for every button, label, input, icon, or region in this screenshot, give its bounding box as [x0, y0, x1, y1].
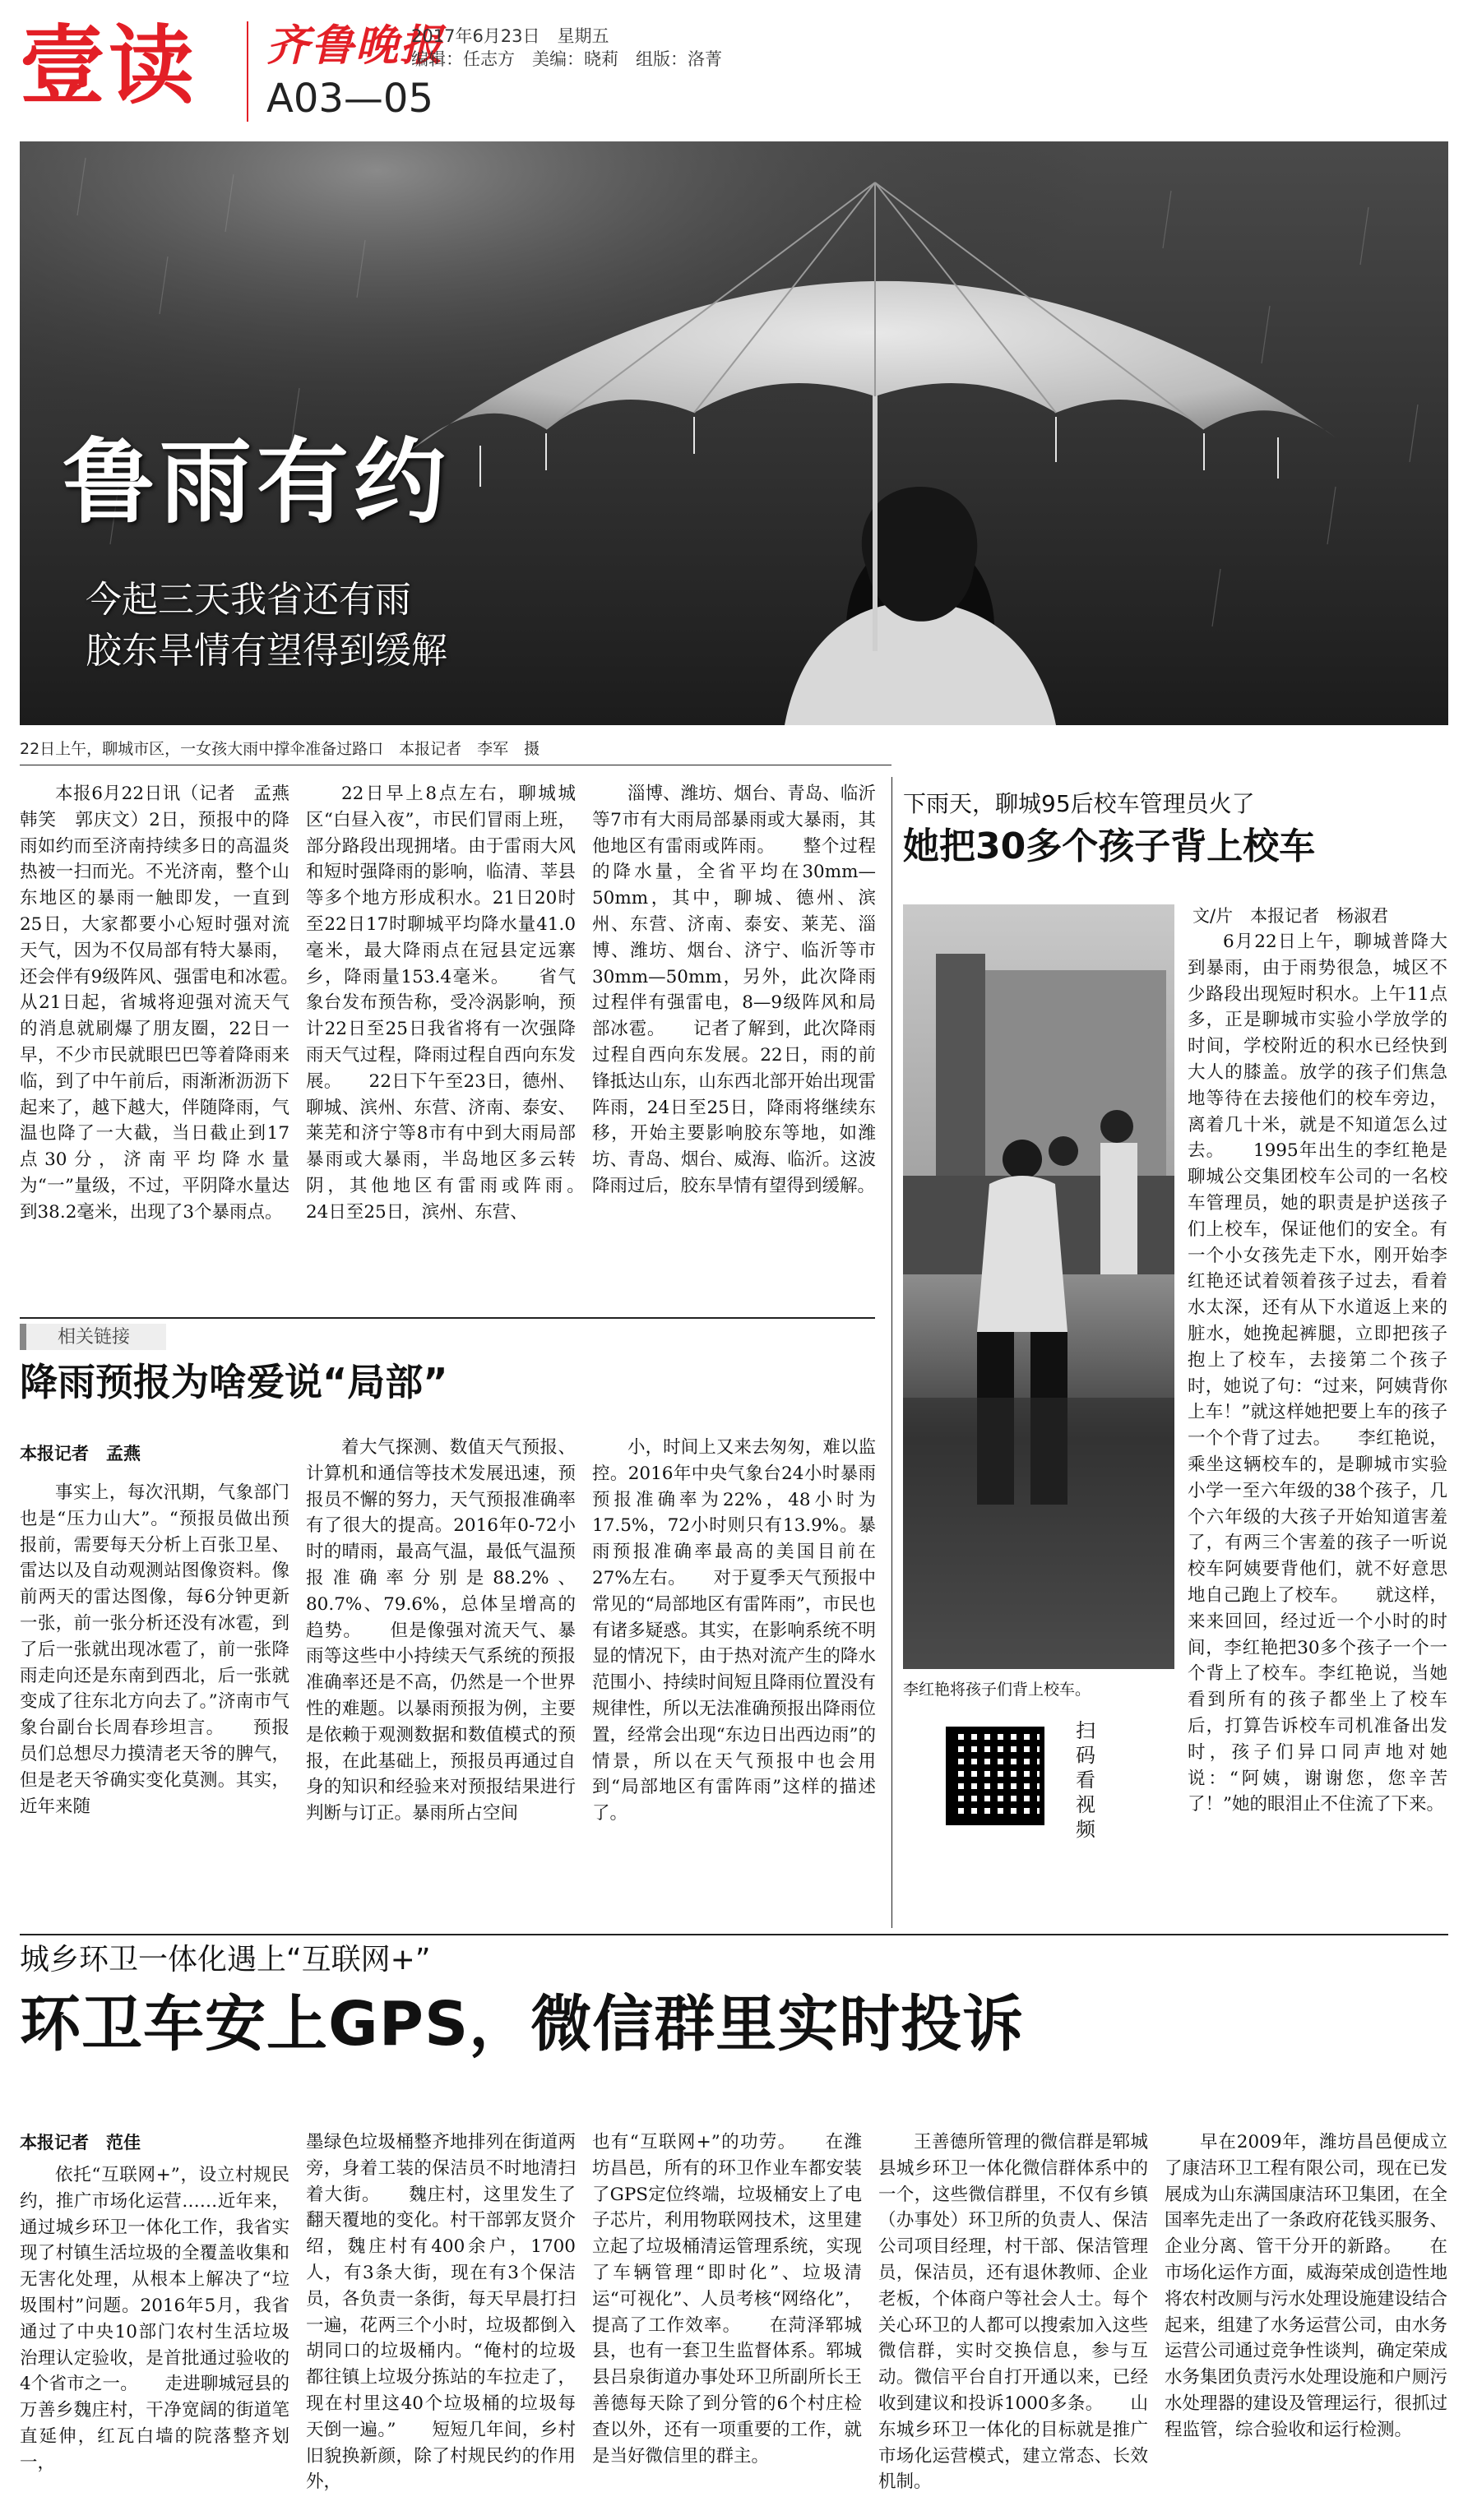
hero-subtitle-1: 今起三天我省还有雨: [86, 579, 411, 621]
related-col3: 小，时间上又来去匆匆，难以监控。2016年中央气象台24小时暴雨预报准确率为22%，48小时为17.5%，72小时则只有13.9%。暴雨预报准确率最高的美国目前在27%左右。 对于夏季天气预报中常见的“局部地区有雷阵雨”，市民也有诸多疑惑。其实，在影响系统不明显的情况下，由于热对流产生的降水范围小、持续时间短且降雨位置没有规律性，所以无法准确预报出降雨位置，经常会出现“东边日出西边雨”的情景，所以在天气预报中也会用到“局部地区有雷阵雨”这样的描述了。: [592, 1437, 876, 1824]
sanitation-byline: 本报记者 范佳: [20, 2133, 141, 2152]
sanitation-title: 环卫车安上GPS，微信群里实时投诉: [20, 1989, 1025, 2060]
hero-caption: 22日上午，聊城市区，一女孩大雨中撑伞准备过路口 本报记者 李军 摄: [20, 740, 540, 758]
bus-photo: [903, 904, 1174, 1669]
bus-column-divider: [891, 777, 892, 1928]
related-tag: 相关链接: [58, 1327, 131, 1348]
hero-subtitle-2: 胶东旱情有望得到缓解: [86, 630, 447, 672]
related-top-rule: [20, 1317, 875, 1319]
sanitation-kicker: 城乡环卫一体化遇上“互联网+”: [20, 1943, 431, 1977]
bus-byline: 文/片 本报记者 杨淑君: [1192, 906, 1389, 926]
bus-kicker: 下雨天，聊城95后校车管理员火了: [903, 790, 1255, 817]
bus-photo-caption: 李红艳将孩子们背上校车。: [903, 1681, 1091, 1699]
bus-title: 她把30多个孩子背上校车: [903, 825, 1316, 867]
main-story-col3: 淄博、潍坊、烟台、青岛、临沂等7市有大雨局部暴雨或大暴雨，其他地区有雷雨或阵雨。 整个过程的降水量，全省平均在30mm—50mm，其中，聊城、德州、滨州、东营、济南、泰安、莱芜、淄博、潍坊、烟台、济宁、临沂等市30mm—50mm，另外，此次降雨过程伴有强雷电，8—9级阵风和局部冰雹。 记者了解到，此次降雨过程自西向东发展。22日，雨的前锋抵达山东，山东西北部开始出现雷阵雨，24日至25日，降雨将继续东移，开始主要影响胶东等地，如潍坊、青岛、烟台、威海、临沂。这波降雨过后，胶东旱情有望得到缓解。: [592, 784, 876, 1196]
related-col2: 着大气探测、数值天气预报、计算机和通信等技术发展迅速，预报员不懈的努力，天气预报准确率有了很大的提高。2016年0-72小时的晴雨，最高气温，最低气温预报准确率分别是88.2%、80.7%、79.6%，总体呈增高的趋势。 但是像强对流天气、暴雨等这些中小持续天气系统的预报准确率还是不高，仍然是一个世界性的难题。以暴雨预报为例，主要是依赖于观测数据和数值模式的预报，在此基础上，预报员再通过自身的知识和经验来对预报结果进行判断与订正。暴雨所占空间: [306, 1437, 576, 1824]
sanitation-col4: 王善德所管理的微信群是郓城县城乡环卫一体化微信群体系中的一个，这些微信群里，不仅有乡镇（办事处）环卫所的负责人、保洁公司项目经理，村干部、保洁管理员，保洁员，还有退休教师、企业老板，个体商户等社会人士。每个关心环卫的人都可以搜索加入这些微信群，实时交换信息，参与互动。微信平台自打开通以来，已经收到建议和投诉1000多条。 山东城乡环卫一体化的目标就是推广市场化运营模式，建立常态、长效机制。: [878, 2132, 1148, 2493]
sanitation-col2: 墨绿色垃圾桶整齐地排列在街道两旁，身着工装的保洁员不时地清扫着大街。 魏庄村，这里发生了翻天覆地的变化。村干部郭友贤介绍，魏庄村有400余户，1700人，有3条大街，现在有3个保洁员，各负责一条街，每天早晨打扫一遍，花两三个小时，垃圾都倒入胡同口的垃圾桶内。“俺村的垃圾都往镇上垃圾分拣站的车拉走了，现在村里这40个垃圾桶的垃圾每天倒一遍。” 短短几年间，乡村旧貌换新颜，除了村规民约的作用外，: [306, 2132, 576, 2493]
page-number: A03—05: [266, 76, 433, 122]
main-story-col2: 22日早上8点左右，聊城城区“白昼入夜”，市民们冒雨上班，部分路段出现拥堵。由于雷雨大风和短时强降雨的影响，临清、莘县等多个地方形成积水。21日20时至22日17时聊城平均降水量41.0毫米，最大降雨点在冠县定远寨乡，降雨量153.4毫米。 省气象台发布预告称，受冷涡影响，预计22日至25日我省将有一次强降雨天气过程，降雨过程自西向东发展。 22日下午至23日，德州、聊城、滨州、东营、济南、泰安、莱芜和济宁等8市有中到大雨局部暴雨或大暴雨，半岛地区多云转阴，其他地区有雷雨或阵雨。 24日至25日，滨州、东营、: [306, 784, 576, 1223]
masthead-divider: [247, 21, 248, 122]
bus-body: 6月22日上午，聊城普降大到暴雨，由于雨势很急，城区不少路段出现短时积水。上午11点多，正是聊城市实验小学放学的时间，学校附近的积水已经快到大人的膝盖。放学的孩子们焦急地等待在去接他们的校车旁边，离着几十米，就是不知道怎么过去。 1995年出生的李红艳是聊城公交集团校车公司的一名校车管理员，她的职责是护送孩子们上校车，保证他们的安全。有一个小女孩先走下水，刚开始李红艳还试着领着孩子过去，看着水太深，还有从下水道返上来的脏水，她挽起裤腿，立即把孩子抱上了校车，去接第二个孩子时，她说了句：“过来，阿姨背你上车！”就这样她把要上车的孩子一个个背了过去。 李红艳说，乘坐这辆校车的，是聊城市实验小学一至六年级的38个孩子，几个六年级的大孩子开始知道害羞了，有两三个害羞的孩子一听说校车阿姨要背他们，就不好意思地自己跑上了校车。 就这样，来来回回，经过近一个小时的时间，李红艳把30多个孩子一个一个背上了校车。李红艳说，当她看到所有的孩子都坐上了校车后，打算告诉校车司机准备出发时，孩子们异口同声地对她说：“阿姨，谢谢您，您辛苦了！”她的眼泪止不住流了下来。: [1188, 932, 1447, 1815]
qr-code[interactable]: [946, 1727, 1044, 1825]
sanitation-col3: 也有“互联网+”的功劳。 在潍坊昌邑，所有的环卫作业车都安装了GPS定位终端，垃圾桶安上了电子芯片，利用物联网技术，这里建立起了垃圾桶清运管理系统，实现了车辆管理“即时化”、垃圾清运“可视化”、人员考核“网络化”，提高了工作效率。 在菏泽郓城县，也有一套卫生监督体系。郓城县吕泉街道办事处环卫所副所长王善德每天除了到分管的6个村庄检查以外，还有一项重要的工作，就是当好微信里的群主。: [592, 2132, 862, 2467]
sanitation-col1: 依托“互联网+”，设立村规民约，推广市场化运营……近年来，通过城乡环卫一体化工作，我省实现了村镇生活垃圾的全覆盖收集和无害化处理，从根本上解决了“垃圾围村”问题。2016年5月，我省通过了中央10部门农村生活垃圾治理认定验收，是首批通过验收的4个省市之一。 走进聊城冠县的万善乡魏庄村，干净宽阔的街道笔直延伸，红瓦白墙的院落整齐划一，: [20, 2165, 289, 2473]
paper-logo: 齐鲁晚报: [266, 21, 445, 71]
hero-title: 鲁雨有约: [63, 429, 451, 536]
main-story-col1: 本报6月22日讯（记者 孟燕 韩笑 郭庆文）2日，预报中的降雨如约而至济南持续多日的高温炎热被一扫而光。不光济南，整个山东地区的暴雨一触即发，一直到25日，大家都要小心短时强对流天气，因为不仅局部有特大暴雨，还会伴有9级阵风、强雷电和冰雹。 从21日起，省城将迎强对流天气的消息就刷爆了朋友圈，22日一早，不少市民就眼巴巴等着降雨来临，到了中午前后，雨渐淅沥沥下起来了，越下越大，伴随降雨，气温也降了一大截，当日截止到17点30分，济南平均降水量为“一”量级，不过，平阴降水量达到38.2毫米，出现了3个暴雨点。: [20, 784, 289, 1223]
related-byline: 本报记者 孟燕: [20, 1444, 141, 1463]
qr-label: 扫码看视频: [1076, 1719, 1095, 1841]
related-title: 降雨预报为啥爱说“局部”: [20, 1360, 448, 1404]
editors-line: 编辑：任志方 美编：晓莉 组版：洛菁: [411, 49, 722, 69]
section-title: 壹读: [20, 16, 198, 116]
date-line: 2017年6月23日 星期五: [411, 26, 609, 46]
related-col1: 事实上，每次汛期，气象部门也是“压力山大”。“预报员做出预报前，需要每天分析上百张卫星、雷达以及自动观测站图像资料。像前两天的雷达图像，每6分钟更新一张，前一张分析还没有冰雹，到了后一张就出现冰雹了，前一张降雨走向还是东南到西北，后一张就变成了往东北方向去了。”济南市气象台副台长周春珍坦言。 预报员们总想尽力摸清老天爷的脾气，但是老天爷确实变化莫测。其实，近年来随: [20, 1482, 289, 1817]
bus-photo-illustration: [903, 904, 1174, 1669]
sanitation-top-rule: [20, 1934, 1448, 1935]
hero-photo: [20, 141, 1448, 725]
sanitation-col5: 早在2009年，潍坊昌邑便成立了康洁环卫工程有限公司，现在已发展成为山东满国康洁环卫集团，在全国率先走出了一条政府花钱买服务、企业分离、管干分开的新路。 在市场化运作方面，威海荣成创造性地将农村改厕与污水处理设施建设结合起来，组建了水务运营公司，由水务运营公司通过竞争性谈判，确定荣成水务集团负责污水处理设施和户厕污水处理器的建设及管理运行，很抓过程监管，综合验收和运行检测。: [1165, 2132, 1447, 2440]
